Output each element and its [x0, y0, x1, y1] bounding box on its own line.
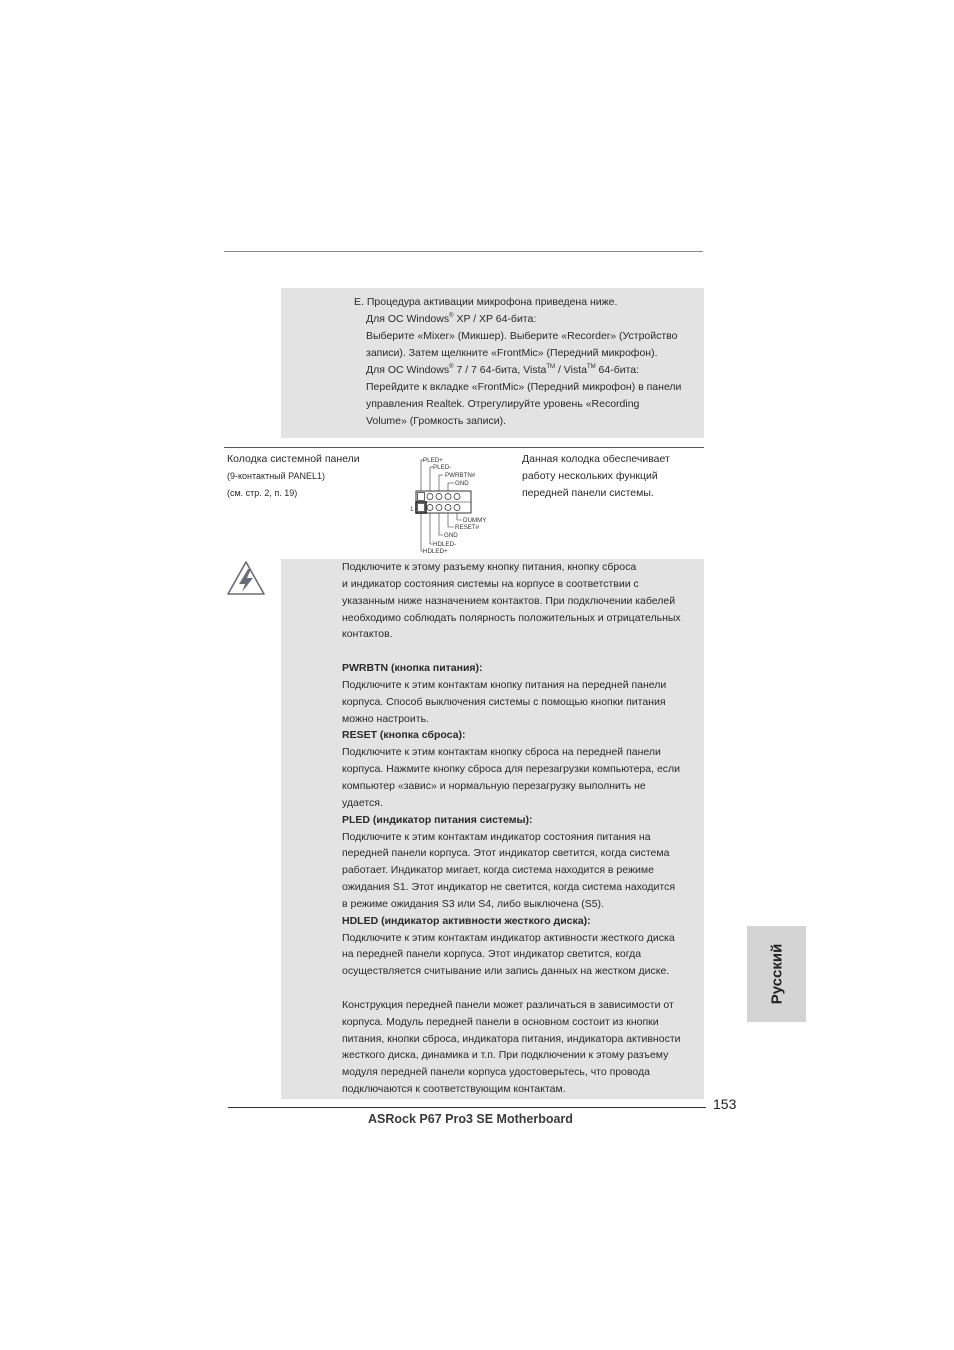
pwrbtn-heading: PWRBTN (кнопка питания): [342, 662, 483, 675]
os-xp-heading: Для ОС Windows® XP / XP 64-бита: [366, 312, 537, 325]
microphone-steps-box [281, 288, 704, 438]
pin-label-pwrbtn: PWRBTN# [445, 472, 476, 479]
page-number: 153 [713, 1096, 737, 1112]
top-rule [224, 251, 703, 252]
intro-line: указанным ниже назначением контактов. При подключении кабелей [342, 594, 676, 607]
pin-label-hdled-plus: HDLED+ [423, 548, 448, 555]
panel1-pin-diagram [410, 453, 494, 557]
pled-line: ожидания S1. Этот индикатор не светится, когда система находится [342, 881, 676, 894]
pin-label-reset: RESET# [455, 524, 480, 531]
step-e-title: E. Процедура активации микрофона приведена ниже. [354, 296, 618, 308]
pin-label-gnd-bottom: GND [444, 532, 458, 539]
panel-description-line: Данная колодка обеспечивает [522, 453, 670, 465]
hdled-line: на передней панели корпуса. Этот индикатор светится, когда [342, 948, 642, 961]
pled-line: передней панели корпуса. Этот индикатор светится, когда система [342, 847, 670, 860]
outro-line: жесткого диска, динамика и т.п. При подключении к этому разъему [342, 1049, 669, 1062]
os-win7-heading: Для ОС Windows® 7 / 7 64-бита, Vista™ / Vista™ 64-бита: [366, 363, 640, 376]
hdled-line: Подключите к этим контактам индикатор активности жесткого диска [342, 931, 675, 944]
pled-line: работает. Индикатор мигает, когда система находится в режиме [342, 864, 654, 877]
panel-instructions-box [281, 559, 704, 1099]
microphone-steps-text [354, 294, 714, 430]
hdled-line: осуществляется считывание или запись данных на жестком диске. [342, 965, 670, 978]
reset-line: компьютер «завис» и нормальную перезагрузку выполнить не [342, 779, 646, 792]
footer-product-name: ASRock P67 Pro3 SE Motherboard [368, 1112, 573, 1126]
pin-label-dummy: DUMMY [463, 517, 487, 524]
pin-label-pled-plus: PLED+ [423, 457, 443, 464]
pled-line: в режиме ожидания S3 или S4, либо выключена (S5). [342, 897, 604, 910]
outro-line: Конструкция передней панели может различаться в зависимости от [342, 998, 674, 1011]
pin-label-gnd-top: GND [455, 480, 469, 487]
panel-description [522, 451, 670, 502]
panel-header-info [227, 451, 360, 502]
pwrbtn-line: корпуса. Способ выключения системы с помощью кнопки питания [342, 695, 666, 708]
outro-line: корпуса. Модуль передней панели в основном состоит из кнопки [342, 1015, 659, 1028]
win7-instructions-line: Перейдите к вкладке «FrontMic» (Передний микрофон) в панели [366, 381, 682, 393]
panel-description-line: передней панели системы. [522, 487, 654, 499]
pwrbtn-line: можно настроить. [342, 712, 429, 725]
intro-line: контактов. [342, 628, 393, 641]
panel-subtitle: (9-контактный PANEL1) [227, 471, 326, 481]
language-side-tab [747, 926, 806, 1022]
intro-line: Подключите к этому разъему кнопку питания, кнопку сброса [342, 561, 637, 573]
outro-line: подключаются к соответствующим контактам. [342, 1083, 566, 1096]
panel-reference: (см. стр. 2, п. 19) [227, 488, 298, 498]
xp-instructions-line: записи). Затем щелкните «FrontMic» (Передний микрофон). [366, 347, 658, 359]
outro-line: питания, кнопки сброса, индикатора питания, индикатора активности [342, 1032, 681, 1045]
pwrbtn-line: Подключите к этим контактам кнопку питания на передней панели [342, 678, 667, 691]
pin-label-pled-minus: PLED- [433, 464, 452, 471]
panel-instructions-text [342, 559, 712, 1098]
pled-heading: PLED (индикатор питания системы): [342, 813, 533, 826]
language-tab-label: Русский [768, 943, 785, 1005]
outro-line: модуля передней панели корпуса удостоверьтесь, что провода [342, 1066, 651, 1079]
reset-line: Подключите к этим контактам кнопку сброса на передней панели [342, 746, 661, 759]
panel-description-line: работу нескольких функций [522, 470, 658, 482]
intro-line: и индикатор состояния системы на корпусе в соответствии с [342, 577, 639, 590]
pin-1-label: 1 [410, 506, 414, 513]
win7-instructions-line: Volume» (Громкость записи). [366, 415, 507, 427]
intro-line: необходимо соблюдать полярность положительных и отрицательных [342, 611, 681, 624]
footer-rule [228, 1107, 706, 1108]
win7-instructions-line: управления Realtek. Отрегулируйте уровень «Recording [366, 398, 640, 410]
pled-line: Подключите к этим контактам индикатор состояния питания на [342, 830, 651, 843]
pin-label-hdled-minus: HDLED- [433, 541, 457, 548]
panel-section-rule [224, 447, 704, 448]
panel-title: Колодка системной панели [227, 453, 360, 465]
warning-triangle-icon [226, 560, 266, 596]
reset-line: корпуса. Нажмите кнопку сброса для перезагрузки компьютера, если [342, 763, 681, 776]
hdled-heading: HDLED (индикатор активности жесткого диска): [342, 914, 591, 927]
xp-instructions-line: Выберите «Mixer» (Микшер). Выберите «Recorder» (Устройство [366, 330, 678, 342]
reset-line: удается. [342, 796, 383, 809]
reset-heading: RESET (кнопка сброса): [342, 729, 466, 742]
